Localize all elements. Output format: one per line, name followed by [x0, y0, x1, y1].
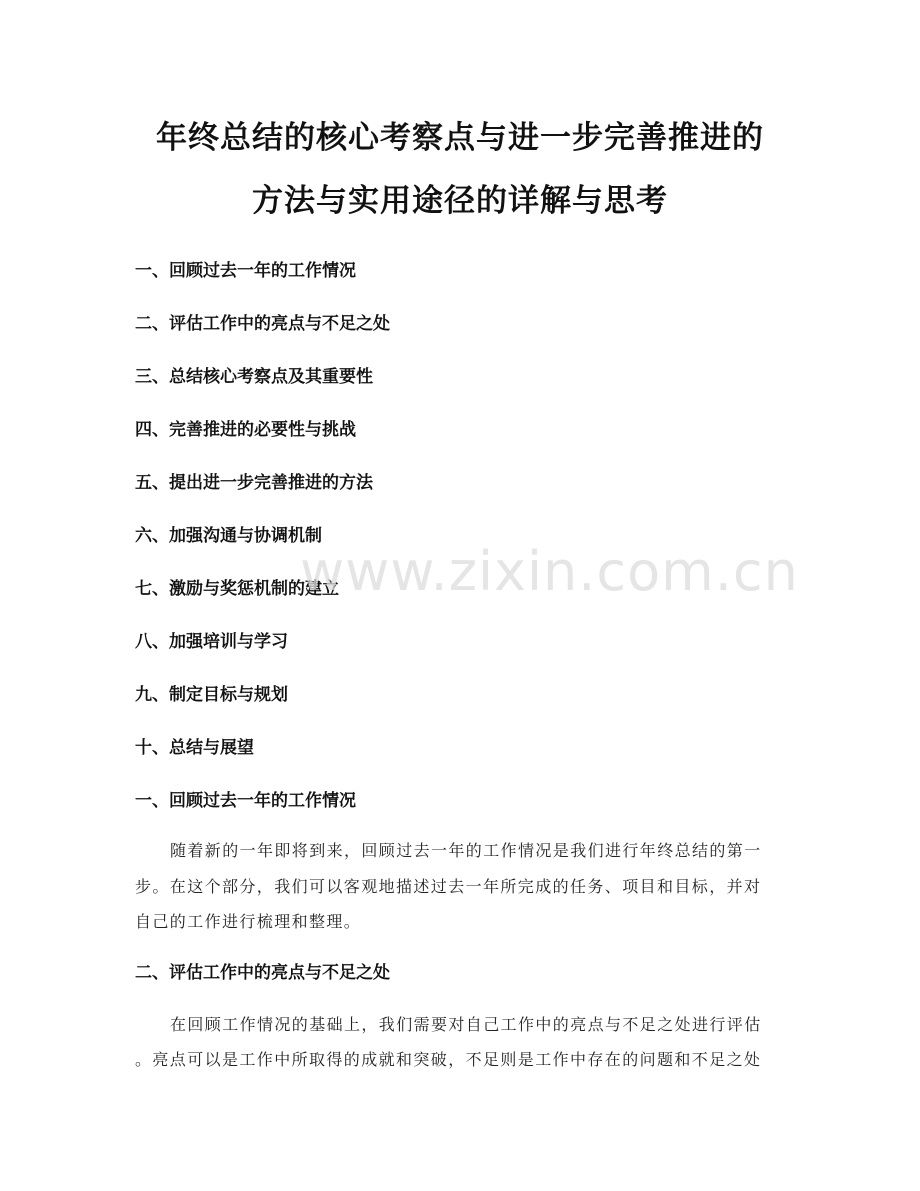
toc-item: 九、制定目标与规划: [135, 685, 288, 705]
document-title-line-2: 方法与实用途径的详解与思考: [252, 183, 668, 219]
toc-item: 五、提出进一步完善推进的方法: [135, 473, 373, 493]
section-heading: 一、回顾过去一年的工作情况: [135, 791, 356, 811]
toc-item: 四、完善推进的必要性与挑战: [135, 420, 356, 440]
toc-item: 六、加强沟通与协调机制: [135, 526, 322, 546]
toc-item: 三、总结核心考察点及其重要性: [135, 367, 373, 387]
section-heading: 二、评估工作中的亮点与不足之处: [135, 963, 390, 983]
toc-item: 八、加强培训与学习: [135, 632, 288, 652]
paragraph-line: 自己的工作进行梳理和整理。: [135, 912, 362, 931]
paragraph-line: 随着新的一年即将到来，回顾过去一年的工作情况是我们进行年终总结的第一: [170, 841, 762, 860]
watermark: www.zixin.com.cn: [300, 540, 799, 603]
paragraph-line: 在回顾工作情况的基础上，我们需要对自己工作中的亮点与不足之处进行评估: [170, 1015, 762, 1034]
toc-item: 十、总结与展望: [135, 738, 254, 758]
toc-item: 七、激励与奖惩机制的建立: [135, 579, 339, 599]
toc-item: 一、回顾过去一年的工作情况: [135, 261, 356, 281]
document-title-line-1: 年终总结的核心考察点与进一步完善推进的: [156, 120, 764, 156]
paragraph-line: 。亮点可以是工作中所取得的成就和突破，不足则是工作中存在的问题和不足之处: [135, 1050, 762, 1069]
paragraph-line: 步。在这个部分，我们可以客观地描述过去一年所完成的任务、项目和目标，并对: [135, 877, 762, 896]
toc-item: 二、评估工作中的亮点与不足之处: [135, 314, 390, 334]
